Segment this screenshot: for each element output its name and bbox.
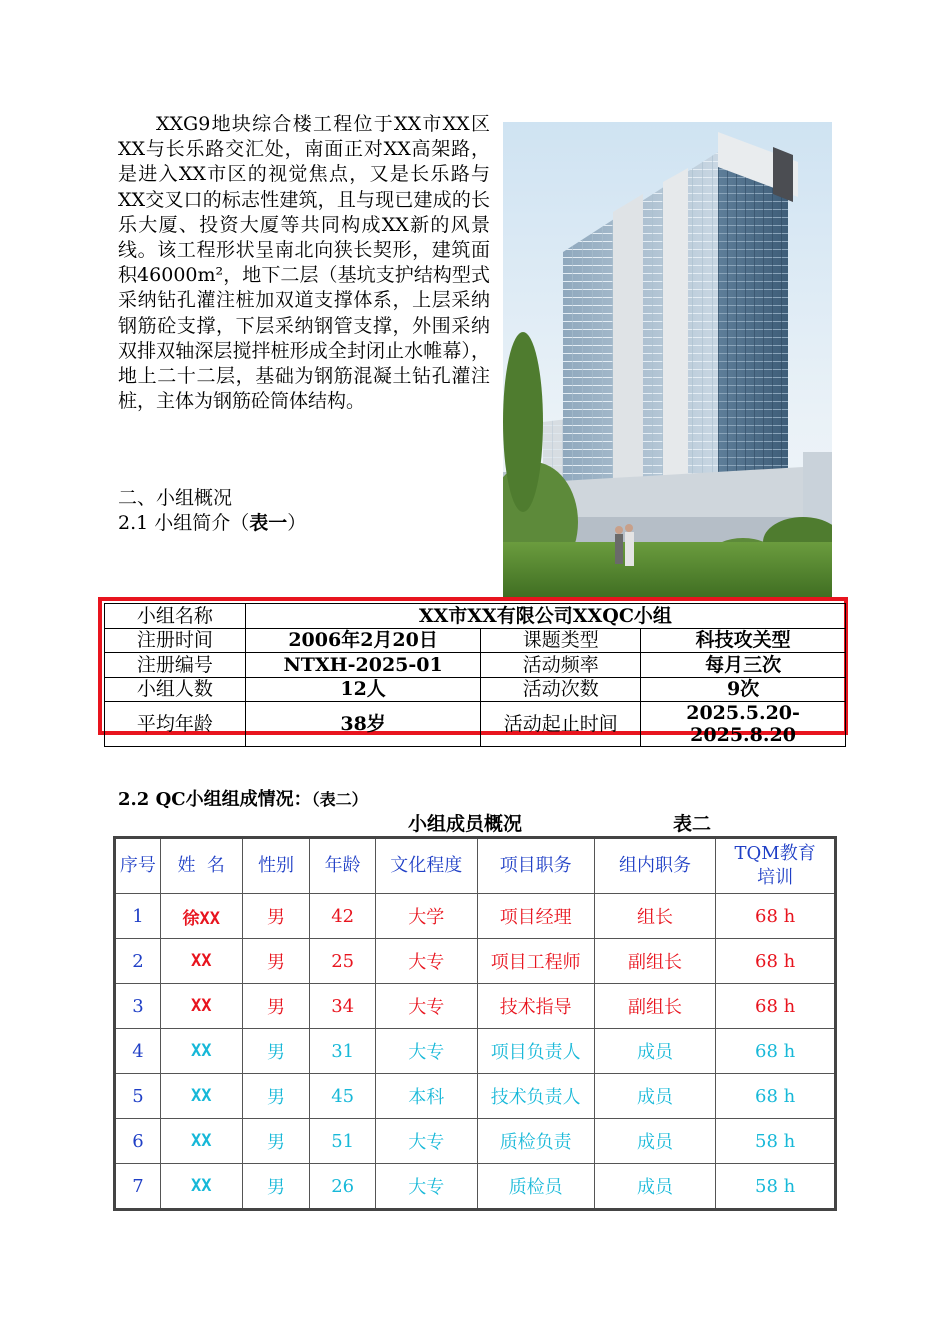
section-2-heading: 二、小组概况 [118,487,233,509]
header-sex: 性别 [242,838,310,894]
activity-frequency-value: 每月三次 [641,653,846,678]
member-age: 42 [310,894,376,939]
building-photo [503,122,832,598]
member-count-label: 小组人数 [105,677,246,702]
member-education: 本科 [376,1074,477,1119]
section-2-2-note: （表二） [311,790,368,809]
table-row [115,984,836,1029]
member-no: 7 [115,1164,161,1210]
member-project-position: 项目经理 [477,894,594,939]
header-age: 年龄 [310,838,376,894]
member-name: 徐XX [160,894,242,939]
group-name-label: 小组名称 [105,604,246,629]
table-row [115,1164,836,1210]
member-group-role: 副组长 [594,939,715,984]
register-no-value: NTXH-2025-01 [245,653,481,678]
member-sex: 男 [242,939,310,984]
member-tqm-hours: 68 h [716,984,836,1029]
table-row [105,628,846,653]
section-2-2-heading [118,788,368,812]
members-table-body [115,894,836,1210]
member-tqm-hours: 58 h [716,1164,836,1210]
table-row [115,1119,836,1164]
member-sex: 男 [242,894,310,939]
member-group-role: 组长 [594,894,715,939]
member-education: 大专 [376,1164,477,1210]
member-no: 6 [115,1119,161,1164]
table-row [105,702,846,747]
activity-count-label: 活动次数 [481,677,641,702]
member-sex: 男 [242,1029,310,1074]
section-2-1-prefix: 2.1 小组简介（ [118,512,250,534]
member-name: XX [160,939,242,984]
topic-type-label: 课题类型 [481,628,641,653]
group-profile-table [104,603,846,747]
member-group-role: 副组长 [594,984,715,1029]
table-row [115,894,836,939]
member-education: 大专 [376,1119,477,1164]
table-row [115,1029,836,1074]
member-name: XX [160,1164,242,1210]
member-group-role: 成员 [594,1074,715,1119]
member-project-position: 质检员 [477,1164,594,1210]
member-project-position: 项目工程师 [477,939,594,984]
intro-paragraph: XXG9地块综合楼工程位于XX市XX区XX与长乐路交汇处，南面正对XX高架路，是进入XX市区的视觉焦点，又是长乐路与XX交叉口的标志性建筑，且与现已建成的长乐大厦、投资大厦等共同构成XX新的风景线。该工程形状呈南北向狭长契形，建筑面积46000m²，地下二层（基坑支护结构型式采纳钻孔灌注桩加双道支撑体系，上层采纳钢筋砼支撑，下层采纳钢管支撑，外围采纳双排双轴深层搅拌桩形成全封闭止水帷幕），地上二十二层，基础为钢筋混凝土钻孔灌注桩，主体为钢筋砼筒体结构。 [118,113,490,413]
member-tqm-hours: 68 h [716,939,836,984]
member-education: 大学 [376,894,477,939]
members-table-caption: 小组成员概况 [408,813,523,835]
member-project-position: 项目负责人 [477,1029,594,1074]
header-tqm-training: TQM教育培训 [716,838,836,894]
member-sex: 男 [242,1164,310,1210]
members-table-caption-right: 表二 [673,813,712,835]
member-education: 大专 [376,939,477,984]
average-age-value: 38岁 [245,702,481,747]
header-group-role: 组内职务 [594,838,715,894]
topic-type-value: 科技攻关型 [641,628,846,653]
header-name: 姓 名 [160,838,242,894]
header-project-position: 项目职务 [477,838,594,894]
member-sex: 男 [242,984,310,1029]
table-row [115,939,836,984]
activity-period-value: 2025.5.20-2025.8.20 [641,702,846,747]
member-education: 大专 [376,984,477,1029]
register-date-value: 2006年2月20日 [245,628,481,653]
member-education: 大专 [376,1029,477,1074]
member-name: XX [160,1119,242,1164]
member-age: 31 [310,1029,376,1074]
member-age: 45 [310,1074,376,1119]
member-sex: 男 [242,1074,310,1119]
member-age: 51 [310,1119,376,1164]
table-row [105,653,846,678]
activity-count-value: 9次 [641,677,846,702]
member-sex: 男 [242,1119,310,1164]
member-tqm-hours: 68 h [716,1074,836,1119]
group-name-value: XX市XX有限公司XXQC小组 [245,604,845,629]
member-name: XX [160,1029,242,1074]
section-2-2-title: 2.2 QC小组组成情况： [118,789,312,810]
register-date-label: 注册时间 [105,628,246,653]
group-profile-table-frame [98,597,848,746]
section-2-1-suffix: ） [287,512,307,534]
member-no: 1 [115,894,161,939]
table-row [105,604,846,629]
member-no: 2 [115,939,161,984]
header-education: 文化程度 [376,838,477,894]
member-tqm-hours: 68 h [716,1029,836,1074]
member-no: 4 [115,1029,161,1074]
member-project-position: 技术指导 [477,984,594,1029]
member-no: 5 [115,1074,161,1119]
average-age-label: 平均年龄 [105,702,246,747]
activity-period-label: 活动起止时间 [481,702,641,747]
member-tqm-hours: 68 h [716,894,836,939]
member-group-role: 成员 [594,1029,715,1074]
member-age: 25 [310,939,376,984]
table-row [115,1074,836,1119]
member-name: XX [160,984,242,1029]
member-group-role: 成员 [594,1119,715,1164]
member-no: 3 [115,984,161,1029]
member-project-position: 质检负责 [477,1119,594,1164]
register-no-label: 注册编号 [105,653,246,678]
section-2-1-heading [118,511,306,536]
table-row [105,677,846,702]
header-no: 序号 [115,838,161,894]
member-tqm-hours: 58 h [716,1119,836,1164]
section-2-1-bold: 表一 [249,512,288,534]
members-table [113,836,837,1211]
activity-frequency-label: 活动频率 [481,653,641,678]
project-intro [118,112,490,414]
member-name: XX [160,1074,242,1119]
member-project-position: 技术负责人 [477,1074,594,1119]
member-group-role: 成员 [594,1164,715,1210]
member-count-value: 12人 [245,677,481,702]
table-header-row [115,838,836,894]
member-age: 34 [310,984,376,1029]
member-age: 26 [310,1164,376,1210]
